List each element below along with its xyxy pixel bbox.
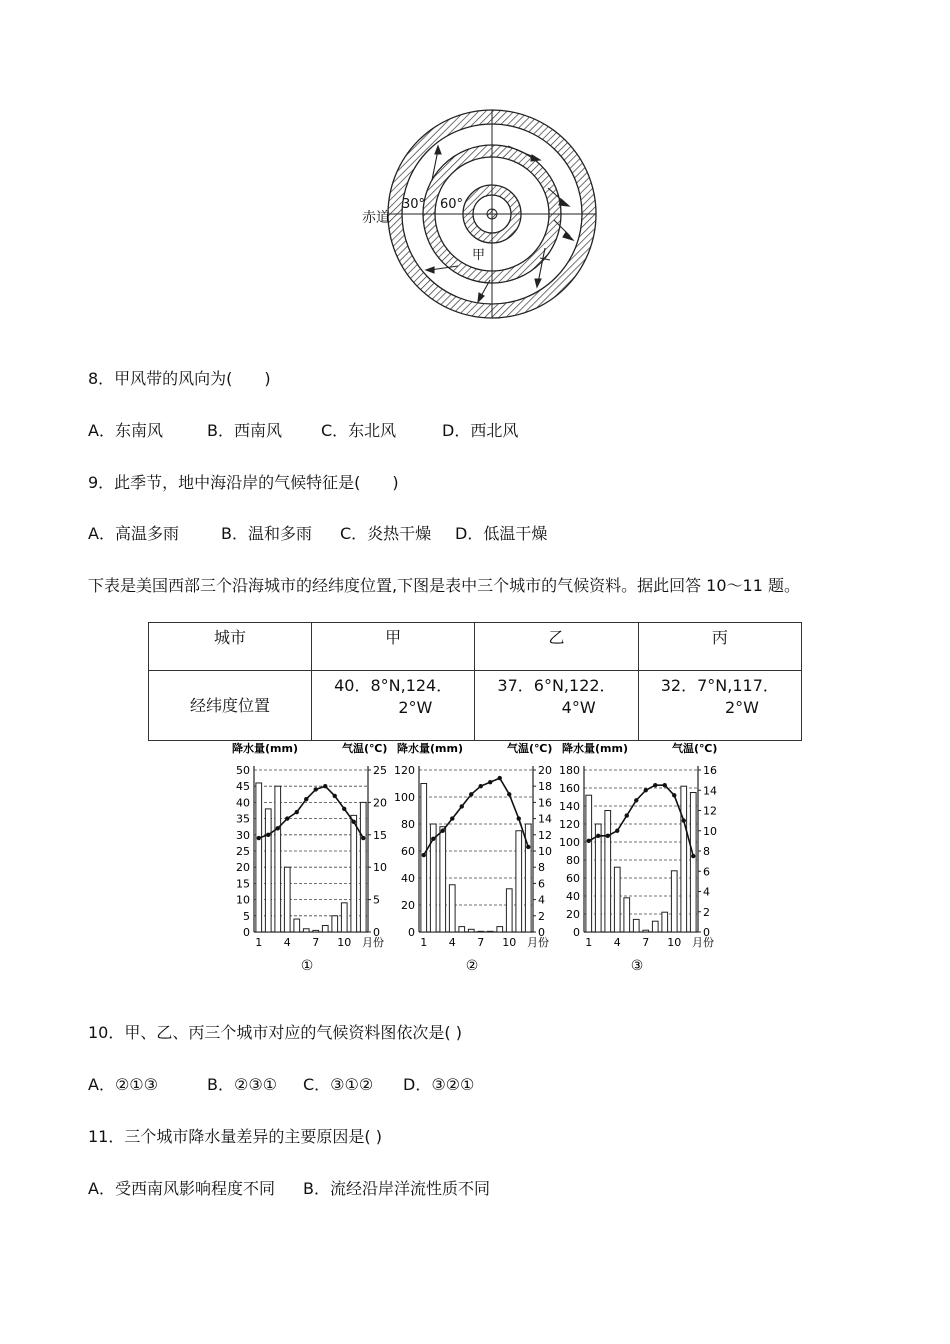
question-8-option-a[interactable]: A．东南风 — [88, 421, 163, 440]
table-header-city: 城市 — [149, 623, 312, 671]
temperature-point — [517, 816, 521, 820]
table-cell-yi — [475, 671, 638, 741]
temperature-point — [257, 836, 261, 840]
precip-tick-label: 5 — [243, 909, 250, 923]
temperature-point — [488, 780, 492, 784]
temp-tick-label: 20 — [373, 796, 387, 810]
precipitation-bar — [681, 786, 687, 932]
table-header-jia: 甲 — [312, 623, 475, 671]
precipitation-bar — [275, 786, 281, 932]
temperature-point — [653, 783, 657, 787]
chart-number-label: ① — [300, 958, 314, 974]
temp-axis-title: 气温(℃) — [507, 742, 553, 755]
climate-charts — [230, 738, 720, 978]
temperature-point — [526, 845, 530, 849]
precipitation-bar — [468, 929, 474, 932]
precip-tick-label: 40 — [401, 872, 415, 885]
precip-tick-label: 80 — [566, 854, 580, 867]
precip-axis-title: 降水量(mm) — [562, 742, 628, 755]
temperature-point — [295, 810, 299, 814]
precipitation-bar — [633, 919, 639, 932]
precip-tick-label: 60 — [566, 872, 580, 885]
month-tick-label: 10 — [337, 936, 352, 949]
precipitation-bar — [265, 809, 271, 932]
cell-line: 37．6°N,122． — [497, 676, 616, 695]
precipitation-bar — [506, 889, 512, 932]
precip-tick-label: 0 — [573, 926, 580, 939]
precipitation-bar — [652, 921, 658, 932]
question-9-option-c[interactable]: C．炎热干燥 — [340, 524, 432, 543]
month-tick-label: 1 — [420, 936, 428, 949]
precipitation-bar — [624, 898, 630, 932]
latitude-60-label: 60° — [440, 197, 464, 212]
temp-tick-label: 14 — [703, 784, 717, 798]
precip-tick-label: 120 — [394, 764, 415, 777]
temp-tick-label: 5 — [373, 893, 380, 907]
month-tick-label: 4 — [613, 936, 621, 949]
temperature-point — [361, 836, 365, 840]
precip-tick-label: 80 — [401, 818, 415, 831]
temp-tick-label: 4 — [538, 893, 545, 907]
temp-tick-label: 10 — [373, 861, 387, 875]
question-9-option-b[interactable]: B．温和多雨 — [221, 524, 312, 543]
wind-belt-jia-label: 甲 — [472, 248, 486, 263]
precip-axis-title: 降水量(mm) — [232, 742, 298, 755]
precipitation-bar — [360, 802, 366, 932]
temperature-point — [441, 829, 445, 833]
temperature-point — [276, 826, 280, 830]
precip-tick-label: 180 — [559, 764, 580, 777]
equator-label: 赤道 — [362, 210, 390, 226]
city-coordinates-table — [148, 622, 802, 741]
question-9-stem: 9．此季节，地中海沿岸的气候特征是( ) — [88, 473, 399, 492]
temperature-point — [479, 784, 483, 788]
temp-tick-label: 15 — [373, 828, 387, 842]
temp-tick-label: 0 — [538, 926, 545, 939]
temp-tick-label: 0 — [373, 926, 380, 939]
precip-tick-label: 15 — [236, 877, 250, 891]
month-tick-label: 1 — [255, 936, 263, 949]
temperature-point — [450, 816, 454, 820]
precipitation-bar — [478, 931, 484, 932]
temp-axis-title: 气温(℃) — [342, 742, 388, 755]
precip-tick-label: 40 — [566, 890, 580, 903]
temp-tick-label: 16 — [703, 764, 717, 777]
precip-tick-label: 45 — [236, 780, 250, 794]
temp-tick-label: 0 — [703, 926, 710, 939]
month-tick-label: 7 — [312, 936, 320, 949]
temp-tick-label: 6 — [538, 877, 545, 891]
month-tick-label: 10 — [502, 936, 517, 949]
precipitation-bar — [614, 867, 620, 932]
precip-tick-label: 40 — [236, 796, 250, 810]
precipitation-bar — [421, 784, 427, 933]
temp-tick-label: 20 — [538, 764, 552, 777]
temperature-point — [342, 807, 346, 811]
temp-tick-label: 12 — [538, 828, 552, 842]
precipitation-bar — [586, 795, 592, 932]
precipitation-bar — [605, 811, 611, 933]
precipitation-bar — [440, 827, 446, 932]
temperature-point — [663, 783, 667, 787]
table-header-bing: 丙 — [638, 623, 801, 671]
precip-tick-label: 30 — [236, 828, 250, 842]
temp-tick-label: 6 — [703, 865, 710, 879]
precip-tick-label: 160 — [559, 782, 580, 795]
month-tick-label: 10 — [667, 936, 682, 949]
precipitation-bar — [497, 927, 503, 932]
precip-tick-label: 60 — [401, 845, 415, 858]
precip-tick-label: 140 — [559, 800, 580, 813]
cell-line: 2°W — [725, 698, 759, 717]
table-cell-bing — [638, 671, 801, 741]
precip-tick-label: 50 — [236, 764, 250, 777]
temp-tick-label: 8 — [538, 861, 545, 875]
precip-tick-label: 0 — [243, 926, 250, 939]
temperature-point — [323, 784, 327, 788]
month-axis-title: 月份 — [527, 936, 549, 949]
precip-tick-label: 10 — [236, 893, 250, 907]
temperature-point — [615, 829, 619, 833]
temperature-point — [422, 853, 426, 857]
precipitation-bar — [313, 930, 319, 932]
temp-tick-label: 16 — [538, 796, 552, 810]
table-cell-jia — [312, 671, 475, 741]
month-tick-label: 7 — [642, 936, 650, 949]
precipitation-bar — [662, 912, 668, 932]
climate-chart-1 — [232, 741, 387, 974]
temp-tick-label: 10 — [703, 824, 717, 838]
temperature-point — [431, 837, 435, 841]
temperature-point — [672, 793, 676, 797]
question-11-option-b[interactable]: B．流经沿岸洋流性质不同 — [303, 1179, 490, 1198]
temperature-point — [352, 820, 356, 824]
temperature-point — [304, 797, 308, 801]
table-intro-text: 下表是美国西部三个沿海城市的经纬度位置,下图是表中三个城市的气候资料。据此回答 10～11 题。 — [88, 576, 800, 595]
question-8-option-b[interactable]: B．西南风 — [207, 421, 282, 440]
precipitation-bar — [341, 903, 347, 932]
precipitation-bar — [487, 931, 493, 932]
temperature-point — [691, 854, 695, 858]
month-axis-title: 月份 — [362, 936, 384, 949]
precipitation-bar — [256, 783, 262, 932]
cell-line: 4°W — [561, 698, 596, 717]
question-9-option-a[interactable]: A．高温多雨 — [88, 524, 179, 543]
temperature-point — [634, 798, 638, 802]
question-10-option-d[interactable]: D．③②① — [403, 1075, 475, 1094]
precip-tick-label: 20 — [401, 899, 415, 912]
month-tick-label: 4 — [448, 936, 456, 949]
precipitation-bar — [516, 831, 522, 932]
question-8-option-c[interactable]: C．东北风 — [321, 421, 397, 440]
precip-tick-label: 120 — [559, 818, 580, 831]
temperature-point — [606, 834, 610, 838]
precip-tick-label: 20 — [236, 861, 250, 875]
temperature-point — [266, 833, 270, 837]
temperature-point — [682, 818, 686, 822]
climate-chart-3 — [559, 741, 717, 974]
temp-tick-label: 2 — [538, 909, 545, 923]
precipitation-bar — [459, 927, 465, 932]
question-11-stem: 11．三个城市降水量差异的主要原因是( ) — [88, 1127, 382, 1146]
precipitation-bar — [303, 929, 309, 932]
precip-tick-label: 0 — [408, 926, 415, 939]
table-row-label: 经纬度位置 — [149, 671, 312, 741]
table-row — [149, 671, 802, 741]
question-10-option-c[interactable]: C．③①② — [303, 1075, 374, 1094]
temperature-point — [469, 792, 473, 796]
precipitation-bar — [322, 926, 328, 932]
precip-tick-label: 20 — [566, 908, 580, 921]
chart-number-label: ② — [465, 958, 479, 974]
table-header-yi: 乙 — [475, 623, 638, 671]
precip-tick-label: 100 — [394, 791, 415, 804]
temperature-point — [587, 839, 591, 843]
temp-tick-label: 8 — [703, 845, 710, 858]
precipitation-bar — [643, 930, 649, 932]
temperature-point — [285, 816, 289, 820]
precipitation-bar — [671, 871, 677, 932]
temperature-point — [333, 794, 337, 798]
temp-tick-label: 10 — [538, 845, 552, 858]
cell-line: 2°W — [398, 698, 433, 717]
month-tick-label: 4 — [283, 936, 291, 949]
question-10-stem: 10．甲、乙、丙三个城市对应的气候资料图依次是( ) — [88, 1023, 462, 1042]
chart-number-label: ③ — [630, 958, 644, 974]
cell-line: 32．7°N,117． — [660, 676, 779, 695]
question-11-option-a[interactable]: A．受西南风影响程度不同 — [88, 1179, 275, 1198]
temp-tick-label: 2 — [703, 905, 710, 919]
wind-belt-diagram — [340, 108, 610, 323]
temperature-point — [498, 776, 502, 780]
climate-chart-2 — [394, 741, 552, 974]
precip-tick-label: 25 — [236, 845, 250, 858]
cell-line: 40．8°N,124． — [334, 676, 453, 695]
temperature-point — [596, 834, 600, 838]
question-10-option-a[interactable]: A．②①③ — [88, 1075, 158, 1094]
temperature-point — [460, 804, 464, 808]
month-tick-label: 1 — [585, 936, 593, 949]
question-10-option-b[interactable]: B．②③① — [207, 1075, 278, 1094]
precipitation-bar — [449, 885, 455, 932]
temp-tick-label: 14 — [538, 812, 552, 826]
precipitation-bar — [284, 867, 290, 932]
temperature-point — [644, 788, 648, 792]
temp-tick-label: 4 — [703, 885, 710, 899]
precip-axis-title: 降水量(mm) — [397, 742, 463, 755]
temp-axis-title: 气温(℃) — [672, 742, 718, 755]
question-8-stem: 8．甲风带的风向为( ) — [88, 369, 271, 388]
precipitation-bar — [595, 824, 601, 932]
table-header-row — [149, 623, 802, 671]
temperature-point — [625, 813, 629, 817]
latitude-30-label: 30° — [402, 197, 426, 212]
temperature-point — [314, 787, 318, 791]
temperature-point — [507, 792, 511, 796]
month-tick-label: 7 — [477, 936, 485, 949]
precipitation-bar — [351, 815, 357, 932]
precipitation-bar — [332, 916, 338, 932]
month-axis-title: 月份 — [692, 936, 714, 949]
question-9-option-d[interactable]: D．低温干燥 — [455, 524, 548, 543]
temp-tick-label: 18 — [538, 780, 552, 794]
precipitation-bar — [690, 793, 696, 933]
precipitation-bar — [294, 919, 300, 932]
question-8-option-d[interactable]: D．西北风 — [442, 421, 519, 440]
precip-tick-label: 35 — [236, 812, 250, 826]
precip-tick-label: 100 — [559, 836, 580, 849]
temp-tick-label: 12 — [703, 804, 717, 818]
temp-tick-label: 25 — [373, 764, 387, 777]
